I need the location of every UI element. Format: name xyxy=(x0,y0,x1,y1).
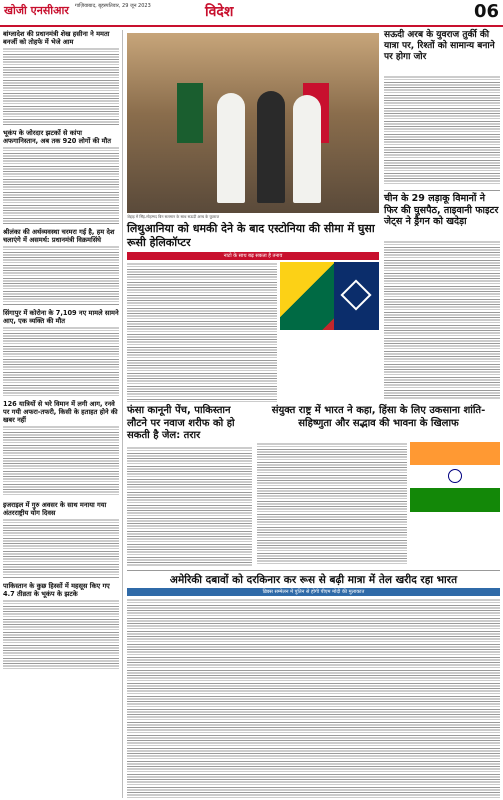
brief-israel-yoga xyxy=(3,501,119,578)
flag-shape xyxy=(177,83,203,143)
person-figure xyxy=(293,95,321,203)
china-headline: चीन के 29 लड़ाकू विमानों ने फिर की घुसपैठ, ताइवानी फाइटर जेट्स ने ड्रैगन को खदेड़ा xyxy=(384,190,500,228)
person-figure xyxy=(217,93,245,203)
brief-body xyxy=(3,245,119,305)
left-briefs-column xyxy=(3,30,123,798)
brief-body xyxy=(3,599,119,669)
brief-headline: पाकिस्तान के कुछ हिस्सों में महसूस किए गए 4.7 तीव्रता के भूकंप के झटके xyxy=(3,582,110,598)
lithuania-headline: लिथुआनिया को धमकी देने के बाद एस्टोनिया की सीमा में घुसा रूसी हेलिकॉप्टर xyxy=(127,222,375,249)
brand-logo: खोजी एनसीआर xyxy=(4,4,69,17)
brief-bangladesh xyxy=(3,30,119,125)
brief-headline: भूकंप के जोरदार झटकों से कांपा अफगानिस्तान, अब तक 920 लोगों की मौत xyxy=(3,129,112,145)
brief-singapore xyxy=(3,309,119,396)
lead-photo xyxy=(127,33,379,213)
saudi-headline: सऊदी अरब के युवराज तुर्की की यात्रा पर, रिश्तों को सामान्य बनाने पर होगा जोर xyxy=(384,30,495,62)
brief-pakistan-quake xyxy=(3,582,119,669)
lithuania-flags-photo xyxy=(280,262,379,330)
brief-headline: बांग्लादेश की प्रधानमंत्री शेख हसीना ने ममता बनर्जी को तोहफे में भेजे आम xyxy=(3,30,110,46)
lithuania-strap: नाटो के साथ बढ़ सकता है तनाव xyxy=(127,252,379,260)
russia-oil-strap: ब्रिक्स सम्मेलन में पुतिन से होगी पीएम मोदी की मुलाकात xyxy=(127,588,500,596)
ashoka-chakra-icon xyxy=(448,469,462,483)
brief-body xyxy=(3,47,119,125)
brief-headline: 126 यात्रियों से भरे विमान में लगी आग, रनवे पर गयी अफरा-तफरी, किसी के हताहत होने की खबर नहीं xyxy=(3,400,118,424)
brief-headline: इजराइल में गुरु अवसर के साथ मनाया गया अंतरराष्ट्रीय योग दिवस xyxy=(3,501,107,517)
nato-star-icon xyxy=(340,279,371,310)
issue-date: गाज़ियाबाद, बृहस्पतिवार, 29 जून 2023 xyxy=(75,3,151,9)
brief-srilanka xyxy=(3,228,119,305)
china-body xyxy=(384,240,500,400)
page-number: 06 xyxy=(473,1,499,22)
brief-plane-fire xyxy=(3,400,119,497)
brief-headline: सिंगापुर में कोरोना के 7,109 नए मामले सामने आए, एक व्यक्ति की मौत xyxy=(3,309,119,325)
masthead xyxy=(0,0,503,27)
nato-flag xyxy=(334,262,379,330)
brief-body xyxy=(3,326,119,396)
lead-photo-caption: जेद्दाह में सिंह-मोहम्मद बिन सलमान के साथ सऊदी अरब के युवराज xyxy=(127,214,220,219)
brief-headline: श्रीलंका की अर्थव्यवस्था चरमरा गई है, हम देश चलाएंगे में असमर्थ: प्रधानमंत्री विक्रमसिंघे xyxy=(3,228,115,244)
brief-body xyxy=(3,518,119,578)
brief-body xyxy=(3,146,119,224)
person-figure xyxy=(257,91,285,203)
section-title: विदेश xyxy=(205,4,234,20)
un-headline: संयुक्त राष्ट्र में भारत ने कहा, हिंसा के लिए उकसाना शांति-सहिष्णुता और सद्भाव की भावना के खिलाफ xyxy=(271,405,486,429)
brief-afghanistan xyxy=(3,129,119,224)
russia-oil-body xyxy=(127,598,500,798)
pakistan-headline: फंसा कानूनी पेंच, पाकिस्तान लौटने पर नवाज शरीफ को हो सकती है जेल: तरार xyxy=(127,405,235,441)
pakistan-body xyxy=(127,446,252,566)
lithuania-body xyxy=(127,262,277,402)
russia-oil-headline: अमेरिकी दबावों को दरकिनार कर रूस से बढ़ी मात्रा में तेल खरीद रहा भारत xyxy=(127,570,500,587)
un-body xyxy=(257,442,407,566)
india-flag-photo xyxy=(410,442,500,512)
saudi-body xyxy=(384,75,500,185)
brief-body xyxy=(3,425,119,497)
